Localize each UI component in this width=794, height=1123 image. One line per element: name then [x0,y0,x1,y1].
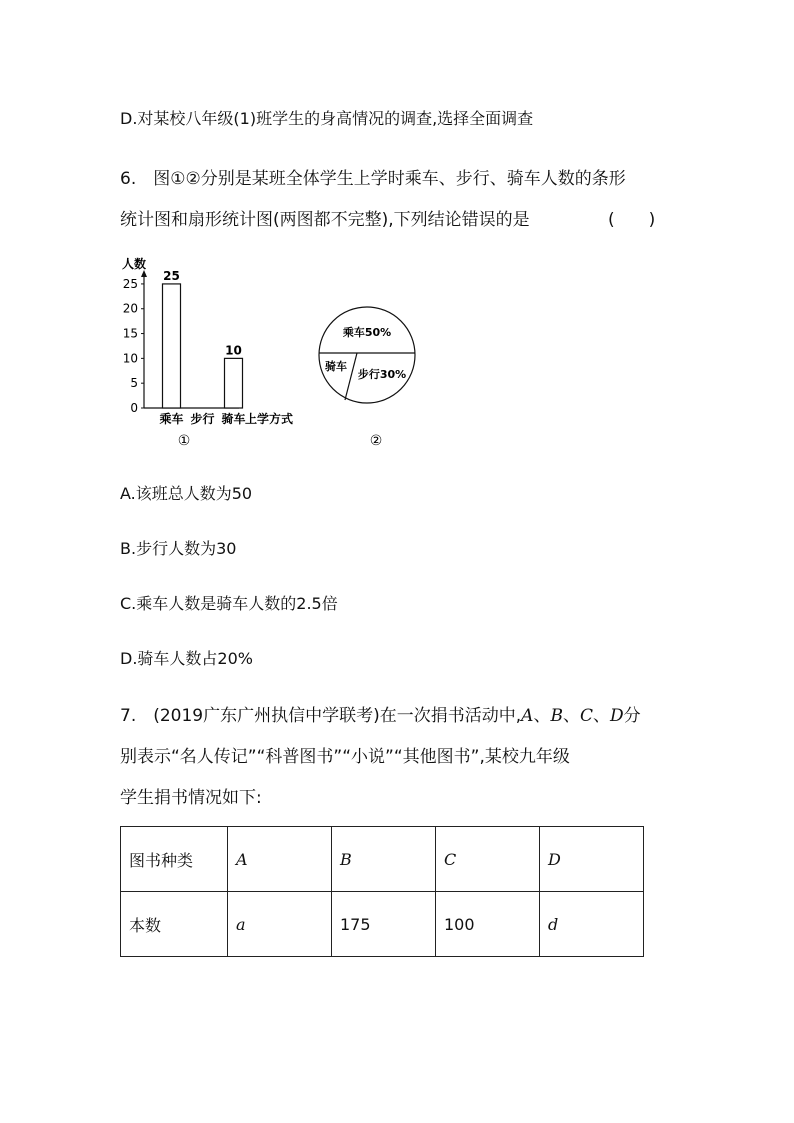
table-row [121,892,644,957]
x-category-label: 步行 [190,412,215,426]
chart-caption-2: ② [369,433,383,449]
y-tick-label: 5 [130,376,138,391]
pie-label-car: 乘车50% [342,326,392,339]
pie-label-bike: 骑车 [325,360,347,373]
q7-letter-d: D [609,706,624,726]
pie-chart [312,300,442,450]
q7-letter-b: B [550,706,563,726]
book-donation-table [120,826,644,957]
bar-data-label: 25 [163,268,180,283]
bar-3 [225,358,243,408]
table-cell: 图书种类 [121,827,228,892]
option-c: C.乘车人数是骑车人数的2.5倍 [120,594,338,613]
table-cell: 100 [436,892,540,957]
question-7-line-1 [120,701,641,726]
option-d: D.骑车人数占20% [120,649,253,668]
q7-sep: 、 [562,706,580,726]
q7-letter-c: C [579,706,593,726]
q7-prefix: 7. (2019广东广州执信中学联考)在一次捐书活动中, [120,706,522,726]
q7-suffix: 分 [623,706,641,726]
x-category-label: 乘车 [159,412,184,426]
table-cell: C [436,827,540,892]
table-cell: B [332,827,436,892]
option-d-previous: D.对某校八年级(1)班学生的身高情况的调查,选择全面调查 [120,109,534,128]
question-7-line-2: 别表示“名人传记”“科普图书”“小说”“其他图书”,某校九年级 [120,747,570,767]
y-tick-label: 25 [122,276,138,291]
q7-letter-a: A [521,706,534,726]
chart-caption-1: ① [177,433,191,449]
bar-chart [114,252,306,452]
question-6-line-1: 6. 图①②分别是某班全体学生上学时乘车、步行、骑车人数的条形 [120,169,626,189]
question-6-line-2: 统计图和扇形统计图(两图都不完整),下列结论错误的是 [120,210,530,230]
table-cell: a [228,892,332,957]
q7-sep: 、 [533,706,551,726]
bar-data-label: 10 [225,343,242,358]
x-category-label: 骑车 [221,412,246,426]
table-cell: d [540,892,644,957]
table-cell: 175 [332,892,436,957]
y-tick-label: 0 [130,401,138,415]
y-tick-label: 10 [122,351,138,366]
pie-outline [319,307,415,403]
table-cell: D [540,827,644,892]
y-tick-label: 20 [122,301,138,316]
option-a: A.该班总人数为50 [120,484,253,503]
option-b: B.步行人数为30 [120,539,237,558]
bar-1 [163,284,181,408]
table-row [121,827,644,892]
y-tick-label: 15 [122,326,138,341]
question-7-line-3: 学生捐书情况如下: [120,788,262,808]
table-cell: A [228,827,332,892]
pie-label-walk: 步行30% [357,368,407,381]
answer-parentheses: ( ) [608,210,656,230]
y-axis-arrow [141,270,147,277]
q7-sep: 、 [592,706,610,726]
y-axis-label: 人数 [122,257,147,271]
table-cell: 本数 [121,892,228,957]
x-axis-label: 上学方式 [245,412,294,426]
